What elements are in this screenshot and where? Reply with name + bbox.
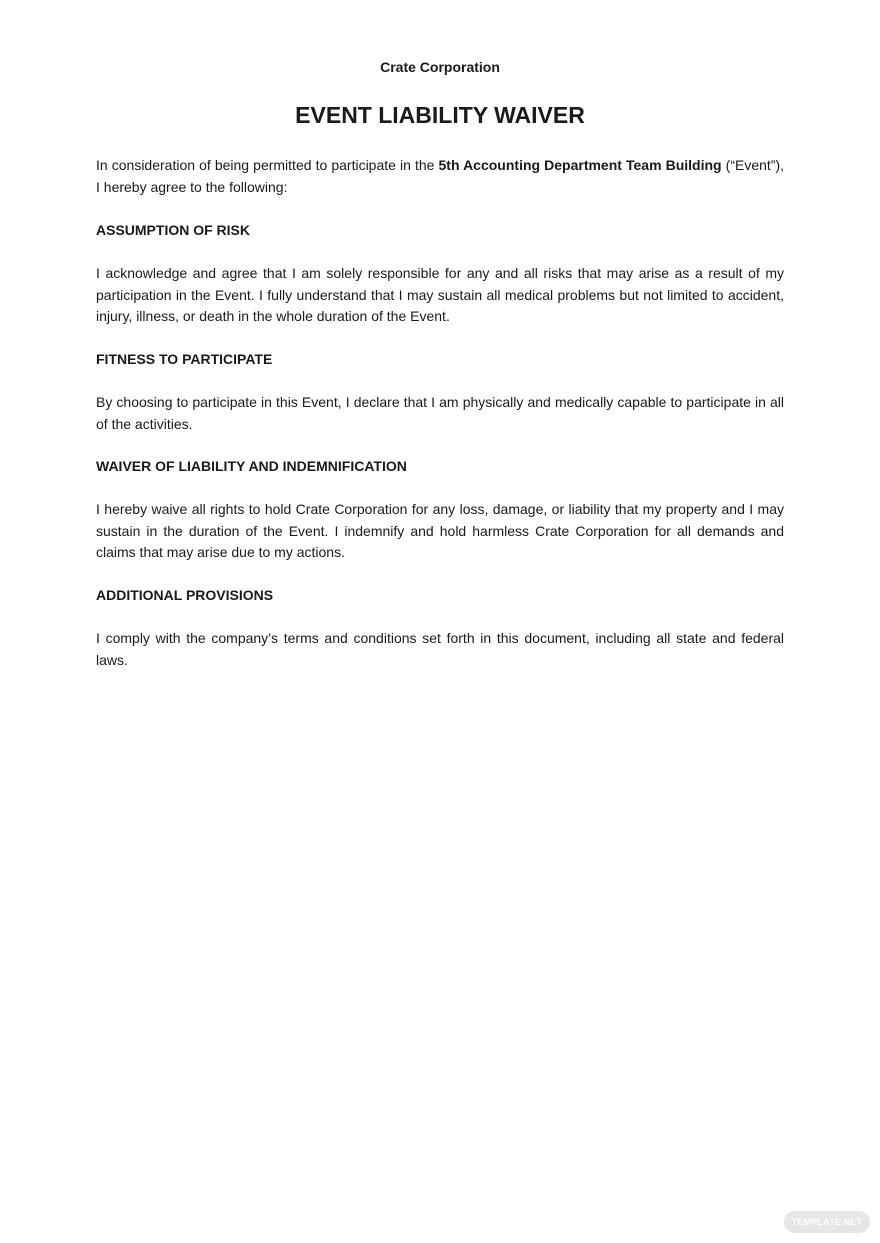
section-body-fitness: By choosing to participate in this Event, I declare that I am physically and medically capable to participate in all of the activities. [96, 394, 784, 432]
section-heading-waiver: WAIVER OF LIABILITY AND INDEMNIFICATION [96, 458, 407, 474]
section-heading-assumption-of-risk: ASSUMPTION OF RISK [96, 222, 251, 238]
section-body-additional-provisions: I comply with the company’s terms and conditions set forth in this document, including all state and federal laws. [96, 630, 784, 668]
section-heading-fitness: FITNESS TO PARTICIPATE [96, 351, 273, 367]
intro-text-before: In consideration of being permitted to participate in the [96, 157, 439, 173]
section-body-assumption-of-risk: I acknowledge and agree that I am solely responsible for any and all risks that may arise as a result of my participation in the Event. I fully understand that I may sustain all medical problems but not limited to accident, injury, illness, or death in the whole duration of the Event. [96, 265, 784, 324]
template-watermark: TEMPLATE.NET [784, 1211, 870, 1233]
intro-paragraph [96, 155, 784, 198]
intro-text-after: (“Event”), I hereby agree to the following: [96, 157, 785, 195]
company-name: Crate Corporation [380, 59, 500, 75]
section-heading-additional-provisions: ADDITIONAL PROVISIONS [96, 587, 274, 603]
event-name: 5th Accounting Department Team Building [438, 157, 722, 173]
document-title: EVENT LIABILITY WAIVER [295, 102, 585, 128]
section-body-waiver: I hereby waive all rights to hold Crate Corporation for any loss, damage, or liability that my property and I may sustain in the duration of the Event. I indemnify and hold harmless Crate Corporation for all demands and claims that may arise due to my actions. [96, 501, 784, 560]
